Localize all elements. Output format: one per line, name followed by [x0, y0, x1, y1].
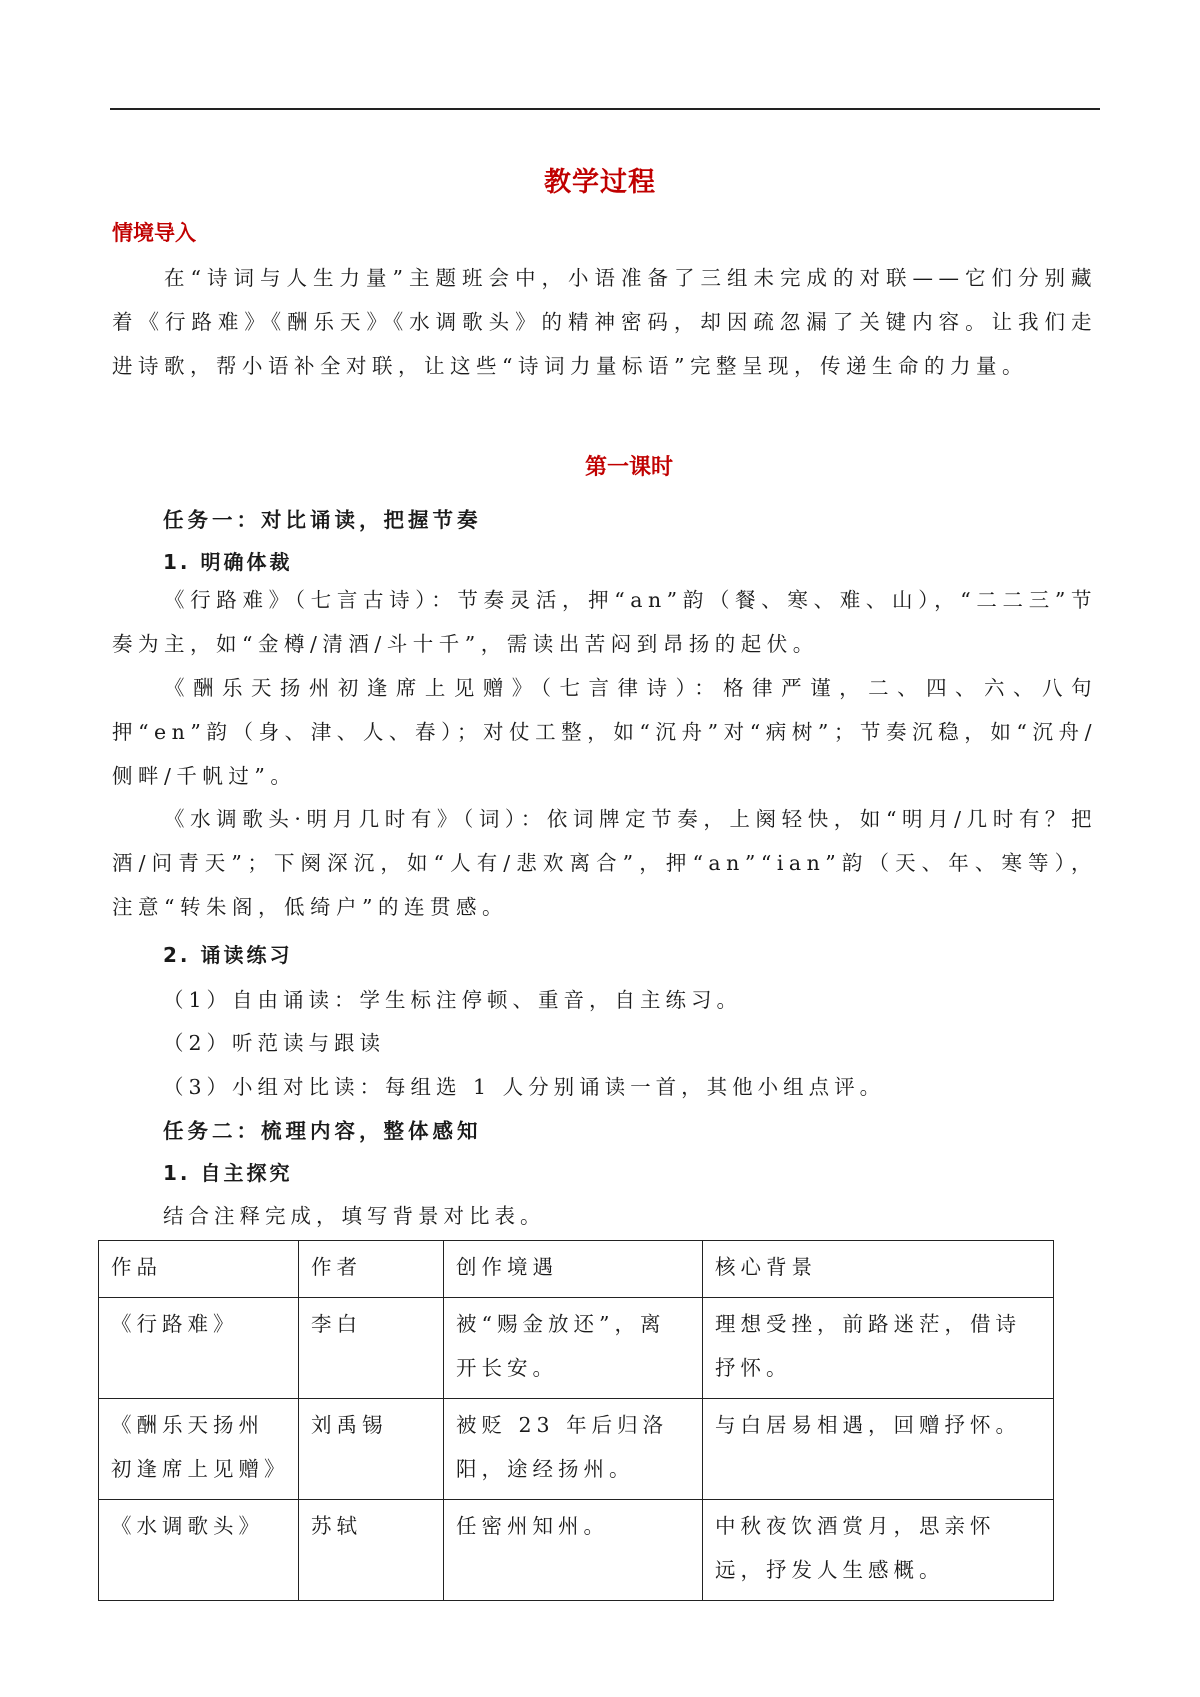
table-cell: 被“赐金放还”，离开长安。 [444, 1298, 703, 1399]
genre-paragraph-xinglunan: 《行路难》（七言古诗）：节奏灵活，押“an”韵（餐、寒、难、山），“二二三”节奏为主，如“金樽/清酒/斗十千”，需读出苦闷到昂扬的起伏。 [112, 588, 1097, 656]
table-cell: 与白居易相遇，回赠抒怀。 [703, 1399, 1054, 1500]
page-title: 教学过程 [544, 167, 656, 198]
intro-paragraph: 在“诗词与人生力量”主题班会中，小语准备了三组未完成的对联——它们分别藏着《行路难》《酬乐天》《水调歌头》的精神密码，却因疏忽漏了关键内容。让我们走进诗歌，帮小语补全对联，让这些“诗词力量标语”完整呈现，传递生命的力量。 [112, 266, 1097, 378]
background-comparison-table [98, 1240, 1054, 1601]
task-two-title: 任务二：梳理内容，整体感知 [163, 1119, 482, 1143]
recitation-item: （1）自由诵读：学生标注停顿、重音，自主练习。 [163, 988, 743, 1012]
table-cell: 理想受挫，前路迷茫，借诗抒怀。 [703, 1298, 1054, 1399]
table-row [99, 1298, 1054, 1399]
table-header-cell: 作品 [99, 1241, 299, 1298]
table-cell: 苏轼 [299, 1500, 444, 1601]
header-rule [110, 108, 1100, 110]
table-row [99, 1500, 1054, 1601]
section-heading-intro: 情境导入 [112, 221, 196, 245]
step-genre-title: 1. 明确体裁 [163, 550, 293, 574]
table-header-cell: 核心背景 [703, 1241, 1054, 1298]
table-cell: 任密州知州。 [444, 1500, 703, 1601]
table-header-cell: 作者 [299, 1241, 444, 1298]
step-explore-title: 1. 自主探究 [163, 1161, 293, 1185]
table-cell: 刘禹锡 [299, 1399, 444, 1500]
table-cell: 李白 [299, 1298, 444, 1399]
genre-paragraph-chouletian: 《酬乐天扬州初逢席上见赠》（七言律诗）：格律严谨，二、四、六、八句押“en”韵（身、津、人、春）；对仗工整，如“沉舟”对“病树”；节奏沉稳，如“沉舟/侧畔/千帆过”。 [112, 676, 1097, 788]
table-cell: 《水调歌头》 [99, 1500, 299, 1601]
table-cell: 被贬 23 年后归洛阳，途经扬州。 [444, 1399, 703, 1500]
table-header-row [99, 1241, 1054, 1298]
lesson-title: 第一课时 [584, 455, 673, 480]
recitation-item: （2）听范读与跟读 [163, 1031, 386, 1055]
table-row [99, 1399, 1054, 1500]
genre-paragraph-shuidiaogetou: 《水调歌头·明月几时有》（词）：依词牌定节奏，上阕轻快，如“明月/几时有？把酒/问青天”；下阕深沉，如“人有/悲欢离合”，押“an”“ian”韵（天、年、寒等），注意“转朱阁，低绮户”的连贯感。 [112, 807, 1097, 919]
table-cell: 《酬乐天扬州初逢席上见赠》 [99, 1399, 299, 1500]
table-cell: 中秋夜饮酒赏月，思亲怀远，抒发人生感概。 [703, 1500, 1054, 1601]
table-instruction: 结合注释完成，填写背景对比表。 [163, 1204, 546, 1228]
recitation-item: （3）小组对比读：每组选 1 人分别诵读一首，其他小组点评。 [163, 1075, 886, 1099]
table-cell: 《行路难》 [99, 1298, 299, 1399]
step-recitation-title: 2. 诵读练习 [163, 943, 293, 967]
table-header-cell: 创作境遇 [444, 1241, 703, 1298]
task-one-title: 任务一：对比诵读，把握节奏 [163, 508, 482, 532]
